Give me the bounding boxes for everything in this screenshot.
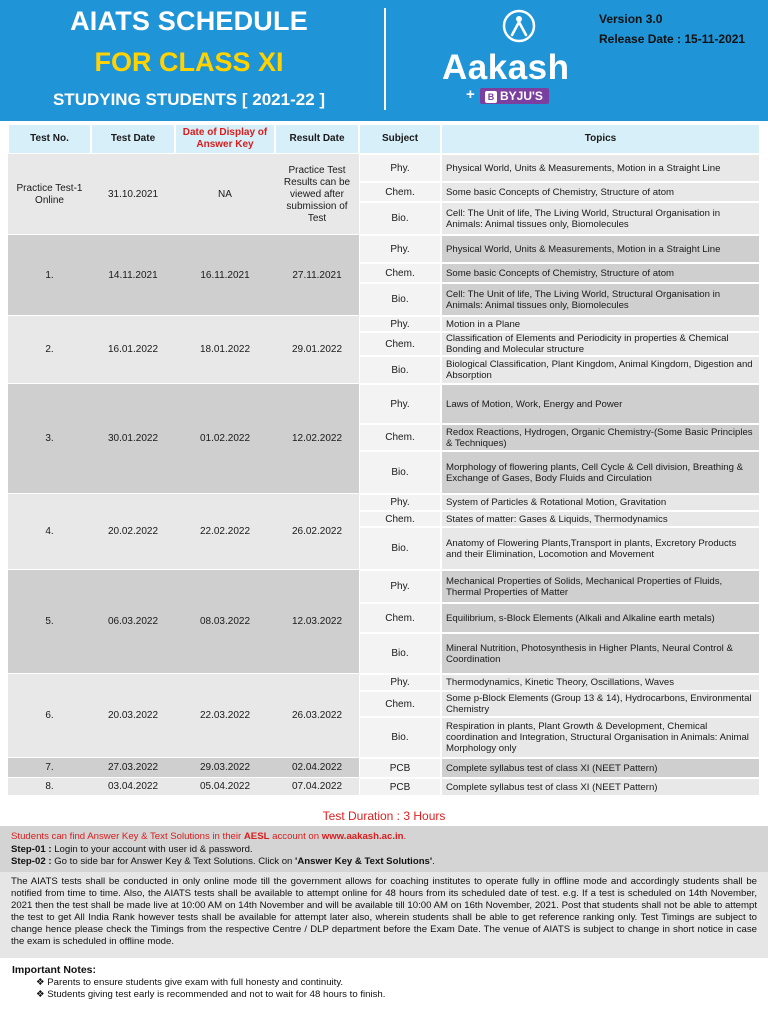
important-notes-title: Important Notes: — [12, 964, 96, 976]
subject-label: Bio. — [391, 467, 409, 478]
topics-text: Respiration in plants, Plant Growth & Development, Chemical coordination and Integration, Structural Organisation in Animals: Animal Morphology only — [446, 721, 749, 754]
column-header-topics: Topics — [441, 124, 760, 154]
topics-text: Mechanical Properties of Solids, Mechanical Properties of Fluids, Thermal Properties of Matter — [446, 575, 723, 598]
column-header-test-date: Test Date — [91, 124, 175, 154]
steps-intro-text: Students can find Answer Key & Text Solutions in their — [11, 831, 244, 842]
steps-intro — [11, 831, 757, 844]
answer-key-date: 18.01.2022 — [199, 344, 251, 355]
step-2-link-text: 'Answer Key & Text Solutions' — [295, 856, 433, 867]
result-date: 29.01.2022 — [291, 344, 343, 355]
subject-label: Bio. — [391, 732, 409, 743]
answer-key-date: 22.02.2022 — [199, 526, 251, 537]
bullet-icon: ❖ — [36, 976, 45, 988]
test-number: 8. — [45, 781, 54, 792]
version-label: Version 3.0 — [599, 12, 663, 26]
step-2-label: Step-02 : — [11, 856, 52, 867]
topics-text: Redox Reactions, Hydrogen, Organic Chemistry-(Some Basic Principles & Techniques) — [446, 426, 753, 449]
topics-text: Biological Classification, Plant Kingdom, Animal Kingdom, Digestion and Absorption — [446, 359, 753, 381]
topics-text: States of matter: Gases & Liquids, Thermodynamics — [446, 513, 668, 525]
subject-label: Chem. — [385, 267, 415, 279]
online-mode-notice: The AIATS tests shall be conducted in only online mode till the government allows for coaching institutes to operate fully in offline mode and accordingly students shall be notified from time to time. Also, the AIATS tests shall be available to attempt online for 48 hours from its scheduled date of test. e.g. If a test is scheduled on 14th November, 2021 then the test shall be made live at 10:00 AM on 14th November and will be available till 10:00 AM on 16th November, 2021. Post that students shall not be able to attempt the test to get All India Rank however tests shall be available for attempt later also, wherein students shall be able to get reference ranking only. Test Timings are subject to change hence please check the Timings from the respective Centre / DLP department before the Exam Date. The venue of AIATS is subject to change in short notice in case the exam is scheduled in offline mode. — [0, 872, 768, 958]
answer-key-date: 29.03.2022 — [199, 762, 251, 773]
answer-key-date: 01.02.2022 — [199, 433, 251, 444]
test-number: 1. — [45, 269, 54, 281]
row-divider — [8, 795, 760, 796]
step-1-label: Step-01 : — [11, 843, 52, 855]
topics-text: Cell: The Unit of life, The Living World, Structural Organisation in Animals: Animal tissues only, Biomolecules — [446, 207, 721, 230]
test-number: 7. — [45, 762, 54, 773]
subject-label: Chem. — [385, 513, 415, 525]
subject-label: Bio. — [391, 213, 409, 224]
answer-key-date: NA — [218, 188, 232, 200]
step-1-text: Login to your account with user id & password. — [51, 843, 253, 855]
note-item — [12, 989, 385, 1002]
answer-key-date: 05.04.2022 — [199, 781, 251, 792]
test-number: Practice Test-1 Online — [16, 182, 83, 206]
title-line2: FOR CLASS XI — [94, 47, 284, 77]
subject-label: Phy. — [390, 497, 410, 508]
step-2 — [11, 856, 757, 869]
topics-text: Some basic Concepts of Chemistry, Structure of atom — [446, 267, 675, 279]
subject-label: Phy. — [390, 162, 410, 174]
test-date: 27.03.2022 — [107, 762, 159, 773]
test-date: 31.10.2021 — [107, 188, 159, 200]
subject-label: Bio. — [391, 648, 409, 659]
test-number: 2. — [45, 344, 54, 355]
aakash-site-link[interactable]: www.aakash.ac.in — [321, 831, 404, 842]
byjus-logo-text: BYJU'S — [500, 89, 543, 103]
topics-text: Motion in a Plane — [446, 318, 521, 330]
subject-label: Bio. — [391, 543, 409, 554]
title-line1: AIATS SCHEDULE — [70, 6, 308, 36]
test-duration: Test Duration : 3 Hours — [322, 809, 446, 823]
topics-text: Cell: The Unit of life, The Living World, Structural Organisation in Animals: Animal tissues only, Biomolecules — [446, 288, 721, 311]
byjus-logo — [480, 88, 549, 104]
subject-label: PCB — [389, 781, 411, 793]
topics-text: Complete syllabus test of class XI (NEET Pattern) — [446, 762, 658, 774]
result-date: 12.02.2022 — [291, 433, 343, 444]
column-header-subject: Subject — [359, 124, 441, 154]
aakash-logo-icon — [502, 9, 536, 43]
steps-intro-mid: account on — [269, 831, 322, 842]
topics-text: Laws of Motion, Work, Energy and Power — [446, 398, 623, 410]
test-date: 30.01.2022 — [107, 433, 159, 444]
column-header-result-date: Result Date — [275, 124, 359, 154]
subject-label: Chem. — [385, 432, 415, 443]
important-notes — [12, 964, 385, 1002]
title-line3: STUDYING STUDENTS [ 2021-22 ] — [52, 90, 326, 109]
topics-text: Classification of Elements and Periodicity in properties & Chemical Bonding and Molecular structure — [446, 333, 729, 355]
test-date: 20.02.2022 — [107, 526, 159, 537]
result-date: 26.03.2022 — [291, 710, 343, 721]
note-text: Students giving test early is recommended and not to wait for 48 hours to finish. — [47, 989, 386, 1000]
subject-label: Chem. — [385, 612, 415, 624]
topics-text: Physical World, Units & Measurements, Motion in a Straight Line — [446, 243, 721, 255]
topics-text: System of Particles & Rotational Motion, Gravitation — [446, 497, 667, 508]
answer-key-date: 16.11.2021 — [200, 269, 250, 281]
byjus-mark-icon: B — [485, 91, 497, 103]
test-date: 14.11.2021 — [108, 269, 158, 281]
aakash-logo-wordmark: Aakash — [442, 48, 570, 87]
subject-label: Chem. — [385, 338, 415, 350]
subject-label: PCB — [389, 762, 411, 774]
column-header-test-no: Test No. — [8, 124, 91, 154]
result-date: Practice Test Results can be viewed after submission of Test — [283, 164, 351, 224]
topics-text: Anatomy of Flowering Plants,Transport in plants, Excretory Products and their Elimination, Locomotion and Movement — [446, 537, 737, 560]
test-number: 6. — [45, 710, 54, 721]
test-number: 5. — [45, 616, 54, 627]
test-date: 06.03.2022 — [107, 616, 159, 627]
partner-plus: + — [466, 86, 475, 103]
step-2-end: . — [432, 856, 435, 867]
test-number: 3. — [45, 433, 54, 444]
topics-text: Thermodynamics, Kinetic Theory, Oscillations, Waves — [446, 677, 675, 688]
subject-label: Phy. — [390, 677, 410, 688]
test-date: 20.03.2022 — [107, 710, 159, 721]
subject-label: Chem. — [385, 698, 415, 710]
subject-label: Phy. — [390, 318, 410, 330]
subject-label: Phy. — [390, 243, 410, 255]
answer-key-date: 22.03.2022 — [199, 710, 251, 721]
result-date: 12.03.2022 — [291, 616, 343, 627]
result-date: 07.04.2022 — [291, 781, 343, 792]
note-text: Parents to ensure students give exam with full honesty and continuity. — [47, 976, 344, 988]
subject-label: Chem. — [385, 186, 415, 198]
subject-label: Bio. — [391, 294, 409, 305]
step-1 — [11, 844, 757, 857]
topics-text: Equilibrium, s-Block Elements (Alkali and Alkaline earth metals) — [446, 612, 715, 624]
topics-text: Some basic Concepts of Chemistry, Structure of atom — [446, 186, 675, 198]
result-date: 27.11.2021 — [292, 269, 342, 281]
topics-text: Some p-Block Elements (Group 13 & 14), Hydrocarbons, Environmental Chemistry — [446, 693, 752, 715]
answer-key-steps — [0, 826, 768, 872]
step-2-text: Go to side bar for Answer Key & Text Solutions. Click on — [51, 856, 296, 867]
result-date: 02.04.2022 — [291, 762, 343, 773]
test-date: 16.01.2022 — [107, 344, 159, 355]
topics-text: Mineral Nutrition, Photosynthesis in Higher Plants, Neural Control & Coordination — [446, 642, 733, 665]
note-item — [12, 977, 385, 990]
column-header-answer-key-date: Date of Display of Answer Key — [175, 124, 275, 154]
subject-label: Bio. — [391, 364, 409, 376]
release-date-label: Release Date : 15-11-2021 — [599, 32, 746, 46]
schedule-table — [8, 124, 760, 805]
result-date: 26.02.2022 — [291, 526, 343, 537]
answer-key-date: 08.03.2022 — [199, 616, 251, 627]
topics-text: Complete syllabus test of class XI (NEET Pattern) — [446, 781, 658, 793]
header-band — [0, 0, 768, 121]
test-date: 03.04.2022 — [107, 781, 159, 792]
bullet-icon: ❖ — [36, 989, 45, 1000]
steps-intro-end: . — [403, 831, 407, 842]
subject-label: Phy. — [390, 398, 410, 410]
subject-label: Phy. — [390, 581, 410, 592]
topics-text: Physical World, Units & Measurements, Motion in a Straight Line — [446, 162, 721, 174]
topics-text: Morphology of flowering plants, Cell Cycle & Cell division, Breathing & Exchange of Gases, Body Fluids and Circulation — [446, 461, 744, 484]
test-number: 4. — [45, 526, 54, 537]
header-divider — [384, 8, 386, 110]
aesl-label: AESL — [243, 831, 270, 842]
